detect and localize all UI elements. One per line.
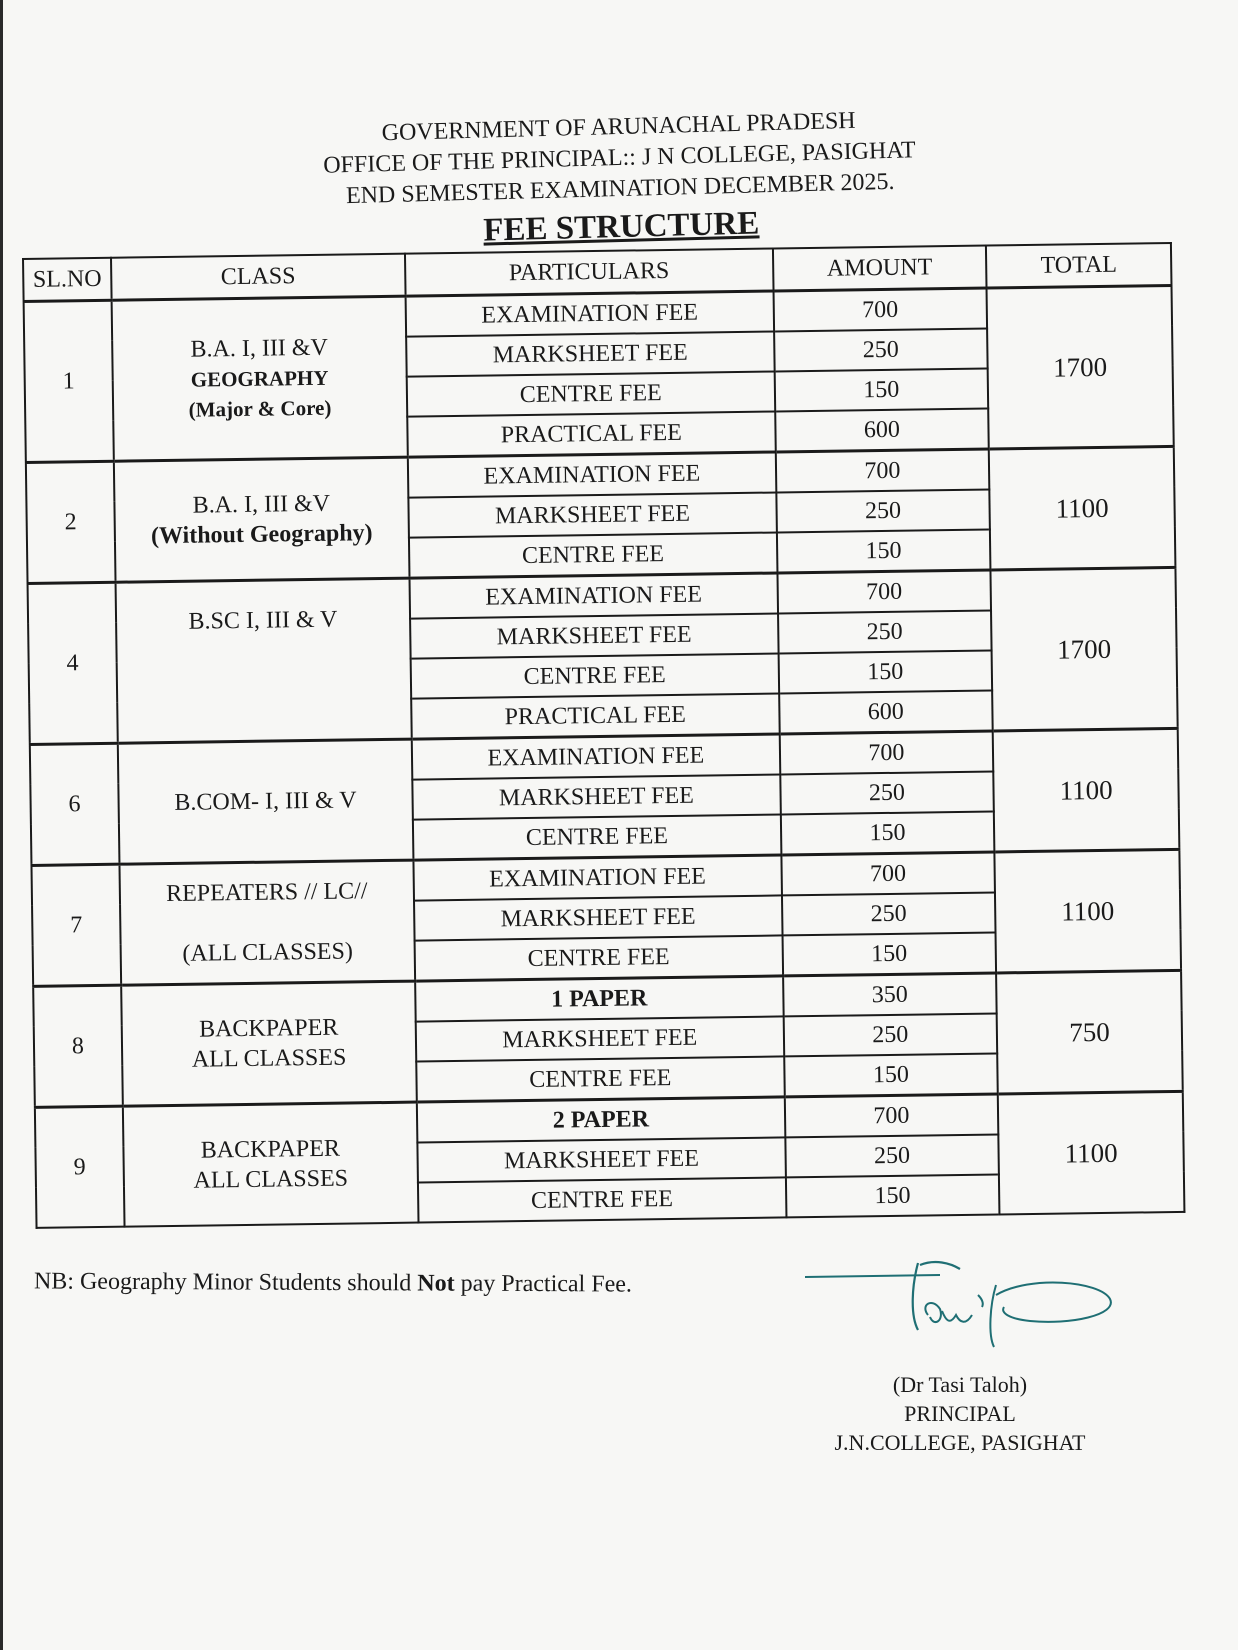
header-line-government: GOVERNMENT OF ARUNACHAL PRADESH <box>381 107 856 147</box>
class-cell <box>121 981 417 1106</box>
particular-cell: EXAMINATION FEE <box>412 734 780 780</box>
footnote-text: NB: Geography Minor Students should <box>33 1268 418 1297</box>
footnote <box>34 1268 632 1298</box>
particular-cell: CENTRE FEE <box>415 935 783 981</box>
column-header-total: TOTAL <box>986 243 1171 288</box>
amount-cell: 250 <box>774 329 988 372</box>
class-name: B.SC I, III & V <box>188 606 338 635</box>
amount-cell: 150 <box>782 932 996 975</box>
document-title: FEE STRUCTURE <box>482 205 760 249</box>
slno-cell: 6 <box>30 743 120 865</box>
total-cell: 1100 <box>989 446 1176 570</box>
amount-cell: 600 <box>775 409 989 452</box>
class-cell <box>119 860 415 985</box>
particular-cell: 1 PAPER <box>415 976 783 1022</box>
class-subject: GEOGRAPHY <box>190 365 329 392</box>
amount-cell: 600 <box>779 690 993 733</box>
particular-cell: MARKSHEET FEE <box>408 492 776 537</box>
amount-cell: 150 <box>786 1174 1000 1217</box>
class-name: B.A. I, III &V <box>192 490 331 519</box>
particular-cell: CENTRE FEE <box>413 814 781 860</box>
amount-cell: 150 <box>774 369 988 412</box>
total-cell: 1100 <box>998 1091 1185 1214</box>
amount-cell: 700 <box>775 449 989 492</box>
slno-cell: 8 <box>33 985 123 1107</box>
column-header-slno: SL.NO <box>23 258 111 302</box>
particular-cell: PRACTICAL FEE <box>411 693 779 739</box>
signature <box>800 1255 1140 1365</box>
total-cell: 1100 <box>994 849 1181 973</box>
header-line-exam: END SEMESTER EXAMINATION DECEMBER 2025. <box>345 168 895 210</box>
class-detail: (ALL CLASSES) <box>182 938 354 967</box>
particular-cell: EXAMINATION FEE <box>409 573 777 619</box>
class-detail: ALL CLASSES <box>193 1165 349 1194</box>
particular-cell: EXAMINATION FEE <box>408 452 776 498</box>
particular-cell: MARKSHEET FEE <box>414 895 782 940</box>
class-detail: (Major & Core) <box>188 395 332 422</box>
amount-cell: 700 <box>781 852 995 895</box>
class-name: BACKPAPER <box>198 1014 339 1043</box>
footnote-text-end: pay Practical Fee. <box>454 1270 632 1298</box>
total-cell: 1700 <box>991 567 1178 731</box>
amount-cell: 250 <box>780 771 994 814</box>
particular-cell: MARKSHEET FEE <box>410 613 778 658</box>
class-name: B.COM- I, III & V <box>174 787 357 816</box>
particular-cell: MARKSHEET FEE <box>417 1137 785 1182</box>
amount-cell: 250 <box>778 611 992 654</box>
particular-cell: MARKSHEET FEE <box>406 332 774 377</box>
amount-cell: 150 <box>784 1053 998 1096</box>
amount-cell: 700 <box>784 1094 998 1137</box>
particular-cell: EXAMINATION FEE <box>413 855 781 901</box>
slno-cell: 9 <box>35 1106 125 1228</box>
class-name: B.A. I, III &V <box>190 334 329 363</box>
class-detail: ALL CLASSES <box>191 1044 347 1073</box>
slno-cell: 7 <box>31 864 121 986</box>
signatory-name: (Dr Tasi Taloh) <box>892 1372 1028 1397</box>
column-header-class: CLASS <box>111 254 406 301</box>
class-name: BACKPAPER <box>200 1135 341 1164</box>
signatory-institution: J.N.COLLEGE, PASIGHAT <box>834 1430 1086 1455</box>
amount-cell: 250 <box>776 490 990 533</box>
particular-cell: MARKSHEET FEE <box>416 1016 784 1061</box>
amount-cell: 250 <box>783 1013 997 1056</box>
class-cell <box>115 578 411 743</box>
amount-cell: 250 <box>785 1134 999 1177</box>
particular-cell: PRACTICAL FEE <box>407 412 775 458</box>
class-cell <box>111 296 407 461</box>
particular-cell: CENTRE FEE <box>407 372 775 417</box>
class-name: REPEATERS // LC// <box>165 878 368 908</box>
fee-table-container <box>22 242 1185 1229</box>
amount-cell: 700 <box>777 570 991 613</box>
amount-cell: 150 <box>780 811 994 854</box>
signatory-designation: PRINCIPAL <box>904 1401 1016 1426</box>
page-edge <box>0 0 3 1650</box>
slno-cell: 4 <box>28 582 118 744</box>
particular-cell: CENTRE FEE <box>418 1177 786 1222</box>
particular-cell: EXAMINATION FEE <box>406 291 774 337</box>
class-cell <box>118 739 414 864</box>
particular-cell: MARKSHEET FEE <box>412 774 780 819</box>
column-header-amount: AMOUNT <box>773 246 987 291</box>
header-line-office: OFFICE OF THE PRINCIPAL:: J N COLLEGE, PASIGHAT <box>322 137 916 179</box>
total-cell: 1100 <box>993 728 1180 852</box>
particular-cell: CENTRE FEE <box>409 532 777 578</box>
amount-cell: 700 <box>773 288 987 331</box>
class-cell <box>123 1102 419 1227</box>
amount-cell: 250 <box>782 892 996 935</box>
particular-cell: CENTRE FEE <box>416 1056 784 1102</box>
total-cell: 1700 <box>987 285 1174 449</box>
signatory-block <box>820 1370 1100 1457</box>
amount-cell: 350 <box>783 973 997 1016</box>
particular-cell: 2 PAPER <box>417 1097 785 1143</box>
class-cell <box>114 457 410 582</box>
class-spacer <box>121 906 414 940</box>
handwritten-signature <box>800 1255 1140 1365</box>
slno-cell: 2 <box>26 461 116 583</box>
total-cell: 750 <box>996 970 1183 1094</box>
document-header <box>298 104 941 255</box>
amount-cell: 700 <box>779 731 993 774</box>
footnote-emphasis: Not <box>417 1270 455 1297</box>
slno-cell: 1 <box>24 300 114 462</box>
particular-cell: CENTRE FEE <box>411 653 779 698</box>
amount-cell: 150 <box>777 530 991 573</box>
class-detail: (Without Geography) <box>150 520 373 550</box>
column-header-particulars: PARTICULARS <box>405 249 773 297</box>
fee-structure-table <box>22 242 1185 1229</box>
amount-cell: 150 <box>778 650 992 693</box>
